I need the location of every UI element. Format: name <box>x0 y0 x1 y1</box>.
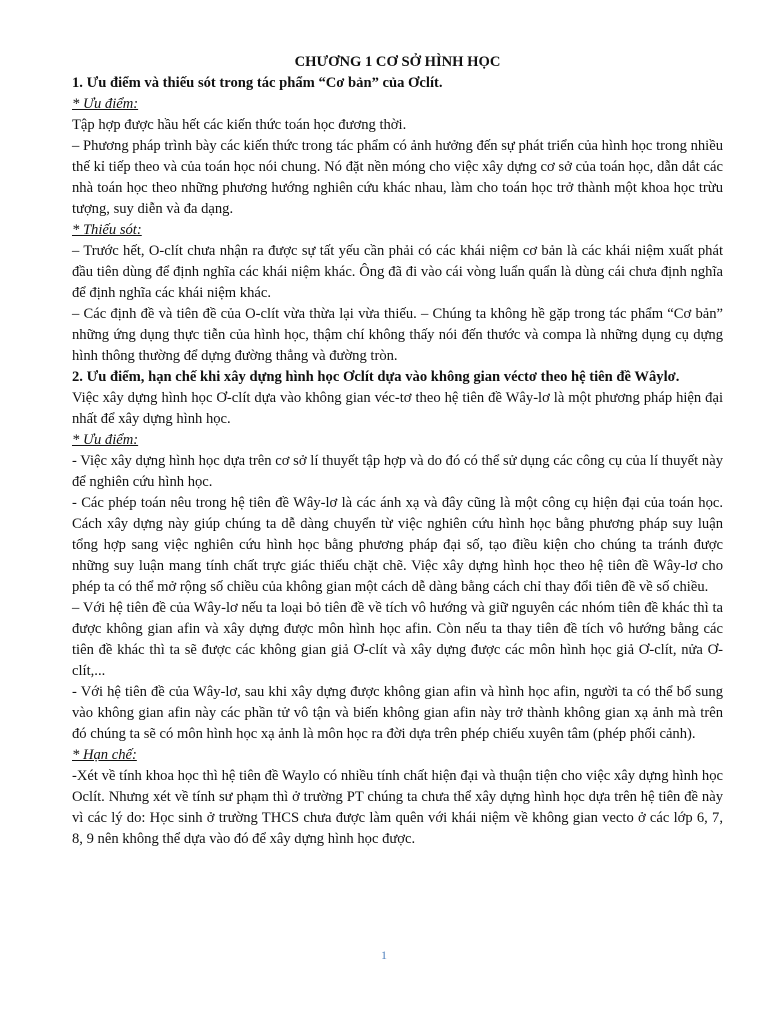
paragraph: - Việc xây dựng hình học dựa trên cơ sở lí thuyết tập hợp và do đó có thể sử dụng các công cụ của lí thuyết này để nghiên cứu hình học. <box>72 453 723 490</box>
paragraph: – Trước hết, O-clít chưa nhận ra được sự tất yếu cần phải có các khái niệm cơ bản là các khái niệm xuất phát đầu tiên dùng để định nghĩa các khái niệm khác. Ông đã đi vào cái vòng luẩn quẩn là dùng cái chưa định nghĩa để định nghĩa các khái niệm khác. <box>72 243 723 301</box>
paragraph: - Các phép toán nêu trong hệ tiên đề Wây-lơ là các ánh xạ và đây cũng là một công cụ hiện đại của toán học. Cách xây dựng này giúp chúng ta dễ dàng chuyển từ việc nghiên cứu hình học bằng phương pháp suy luận tổng hợp sang việc nghiên cứu hình học bằng phương pháp đại số, tạo điều kiện cho chúng ta tránh được những suy luận mang tính chất trực giác thiếu chặt chẽ. Việc xây dựng hình học theo hệ tiên đề Wây-lơ cho phép ta có thể mở rộng số chiều của không gian một cách dễ dàng bằng cách chỉ thay đổi tiên đề về số chiều. <box>72 495 723 595</box>
chapter-title: CHƯƠNG 1 CƠ SỞ HÌNH HỌC <box>294 54 501 70</box>
paragraph: Tập hợp được hầu hết các kiến thức toán học đương thời. <box>72 117 407 133</box>
section-1-heading: 1. Ưu điểm và thiếu sót trong tác phẩm “Cơ bản” của Ơclít. <box>72 75 443 91</box>
paragraph: - Với hệ tiên đề của Wây-lơ, sau khi xây dựng được không gian afin và hình học afin, người ta có thể bổ sung vào không gian afin này các phần tử vô tận và biến không gian afin này trở thành không gian xạ ảnh mà trên đó chúng ta sẽ có môn hình học xạ ảnh là môn học ra đời dựa trên phép chiếu xuyên tâm (phép phối cảnh). <box>72 684 723 742</box>
section-2-advantages-label: * Ưu điểm: <box>72 432 139 448</box>
paragraph: – Phương pháp trình bày các kiến thức trong tác phẩm có ảnh hưởng đến sự phát triển của hình học trong nhiều thế kỉ tiếp theo và của toán học nói chung. Nó đặt nền móng cho việc xây dựng cơ sở của toán học, dẫn dắt các nhà toán học theo những phương hướng nghiên cứu khác nhau, làm cho toán học trở thành một khoa học trừu tượng, suy diễn và đa dạng. <box>72 138 723 217</box>
section-2-heading: 2. Ưu điểm, hạn chế khi xây dựng hình học Ơclít dựa vào không gian véctơ theo hệ tiên đề Wâylơ. <box>72 369 680 385</box>
paragraph: Việc xây dựng hình học Ơ-clít dựa vào không gian véc-tơ theo hệ tiên đề Wây-lơ là một phương pháp hiện đại nhất để xây dựng hình học. <box>72 390 723 427</box>
section-2-limitations-label: * Hạn chế: <box>72 747 137 763</box>
document-page <box>72 52 723 850</box>
section-1-shortcomings-label: * Thiếu sót: <box>72 222 142 238</box>
paragraph: – Các định đề và tiên đề của O-clít vừa thừa lại vừa thiếu. – Chúng ta không hề gặp trong tác phẩm “Cơ bản” những ứng dụng thực tiễn của hình học, thậm chí không thấy nói đến thước và compa là những dụng cụ dựng hình thông thường để dựng đường thẳng và đường tròn. <box>72 306 723 364</box>
paragraph: – Với hệ tiên đề của Wây-lơ nếu ta loại bỏ tiên đề về tích vô hướng và giữ nguyên các nhóm tiên đề khác thì ta được không gian afin và xây dựng được môn hình học afin. Còn nếu ta thay tiên đề tích vô hướng bằng các tiên đề khác thì ta sẽ được các không gian giả Ơ-clít và xây dựng được các môn hình học giả Ơ-clít, nửa Ơ-clít,... <box>72 600 723 679</box>
paragraph: -Xét về tính khoa học thì hệ tiên đề Waylo có nhiều tính chất hiện đại và thuận tiện cho việc xây dựng hình học Oclít. Nhưng xét về tính sư phạm thì ở trường PT chúng ta chưa thể xây dựng hình học dựa trên hệ tiên đề này vì các lý do: Học sinh ở trường THCS chưa được làm quên với khái niệm về không gian vecto ở các lớp 6, 7, 8, 9 nên không thể dựa vào đó để xây dựng hình học được. <box>72 768 723 847</box>
section-1-advantages-label: * Ưu điểm: <box>72 96 139 112</box>
page-number: 1 <box>381 948 387 962</box>
